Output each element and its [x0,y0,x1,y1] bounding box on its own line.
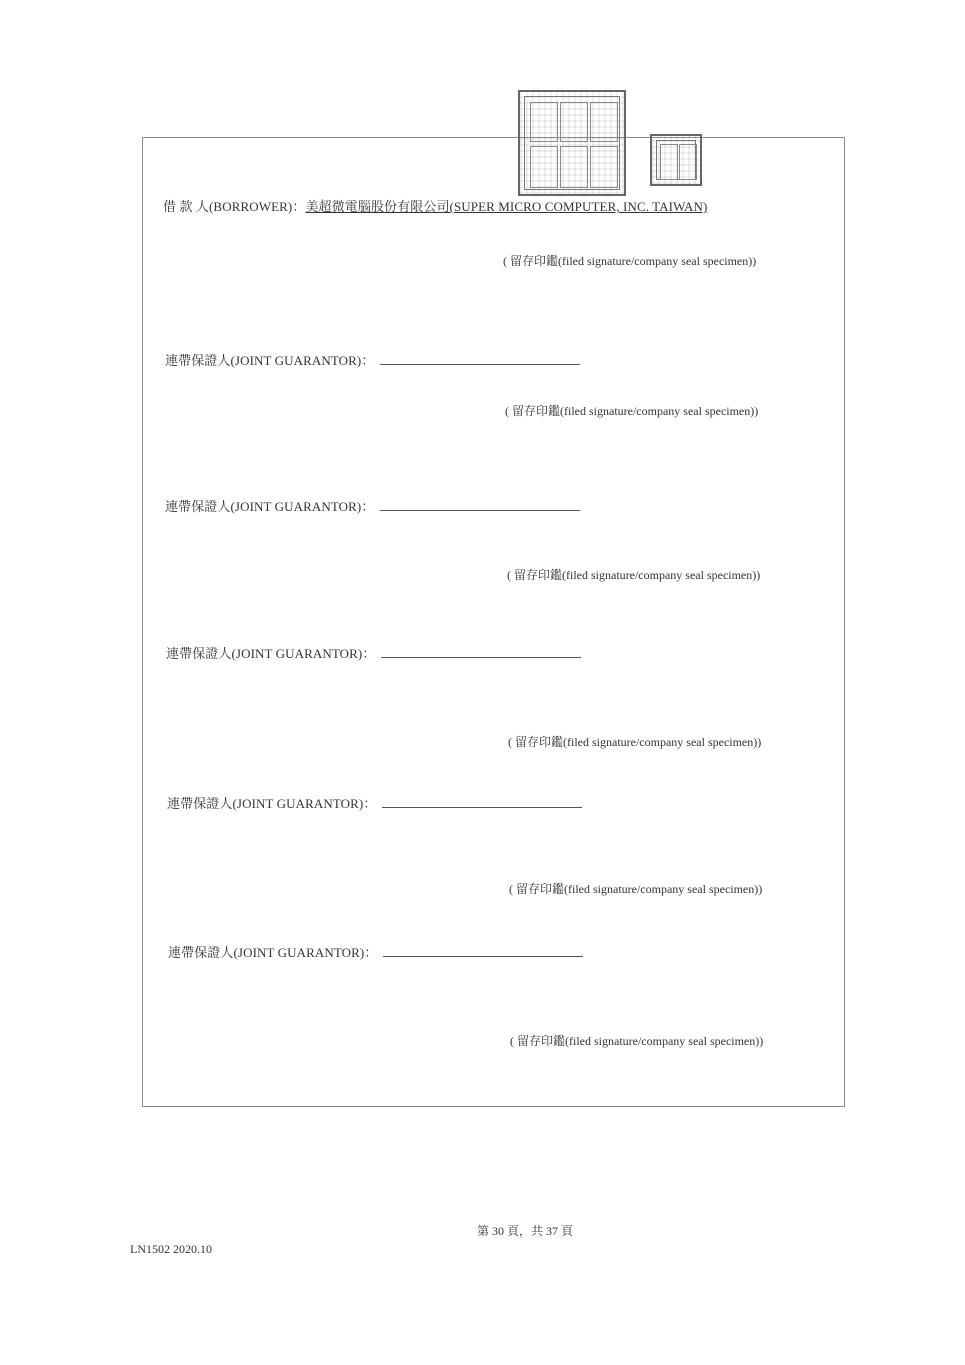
company-seal-stamp [518,90,704,198]
seal-note-guarantor-1: ( 留存印鑑(filed signature/company seal specimen)) [505,404,759,418]
form-frame [142,137,845,1107]
small-seal [650,134,702,186]
guarantor-signature-line [383,946,583,957]
guarantor-label: 連帶保證人(JOINT GUARANTOR)： [165,499,375,514]
guarantor-signature-line [380,354,580,365]
seal-note-guarantor-5: ( 留存印鑑(filed signature/company seal specimen)) [510,1034,764,1048]
borrower-name: 美超微電腦股份有限公司(SUPER MICRO COMPUTER, INC. TAIWAN) [305,199,708,214]
large-seal [518,90,626,196]
guarantor-row-5 [168,942,583,961]
guarantor-signature-line [380,500,580,511]
page-number: 第 30 頁，共 37 頁 [476,1224,573,1238]
guarantor-signature-line [381,647,581,658]
guarantor-row-2 [165,496,580,515]
guarantor-label: 連帶保證人(JOINT GUARANTOR)： [166,646,376,661]
guarantor-signature-line [382,797,582,808]
guarantor-row-1 [165,350,580,369]
seal-note-guarantor-4: ( 留存印鑑(filed signature/company seal specimen)) [509,882,763,896]
borrower-row [163,196,707,215]
seal-note-borrower: ( 留存印鑑(filed signature/company seal specimen)) [503,254,757,268]
guarantor-label: 連帶保證人(JOINT GUARANTOR)： [167,796,377,811]
guarantor-label: 連帶保證人(JOINT GUARANTOR)： [165,353,375,368]
seal-note-guarantor-2: ( 留存印鑑(filed signature/company seal specimen)) [507,568,761,582]
guarantor-row-3 [166,643,581,662]
guarantor-label: 連帶保證人(JOINT GUARANTOR)： [168,945,378,960]
document-code: LN1502 2020.10 [130,1242,212,1256]
borrower-label: 借 款 人(BORROWER)： [163,199,306,214]
seal-note-guarantor-3: ( 留存印鑑(filed signature/company seal specimen)) [508,735,762,749]
guarantor-row-4 [167,793,582,812]
